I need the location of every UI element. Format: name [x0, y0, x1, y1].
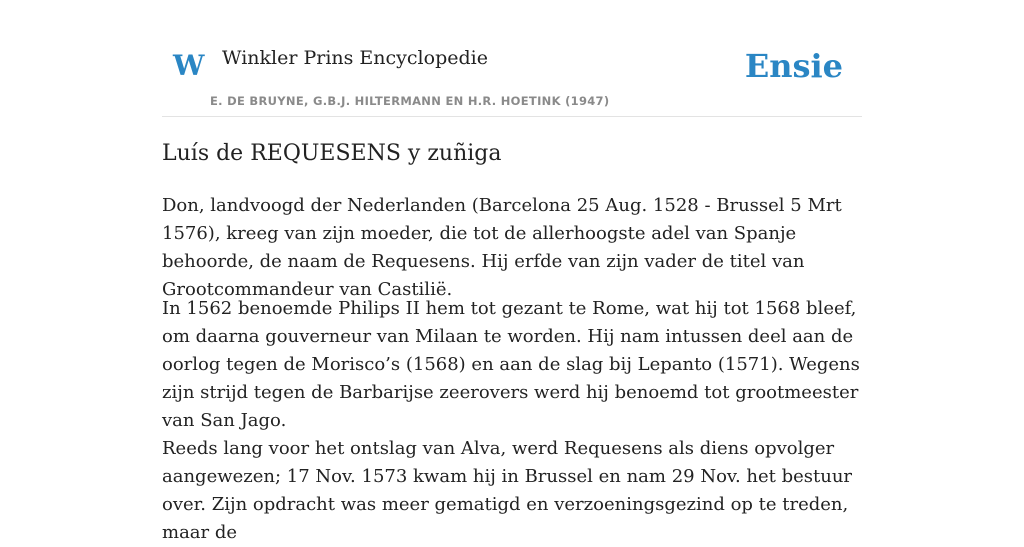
logo-w-icon[interactable]: W — [173, 49, 205, 82]
article-paragraph-3: Reeds lang voor het ontslag van Alva, werd Requesens als diens opvolger aangewezen; 17 Nov. 1573 kwam hij in Brussel en nam 29 Nov. het bestuur over. Zijn opdracht was meer gematigd en verzoeningsgezind op te treden, maar de — [162, 438, 853, 543]
authors-line: E. DE BRUYNE, G.B.J. HILTERMANN EN H.R. HOETINK (1947) — [210, 94, 610, 108]
article-paragraph-2: In 1562 benoemde Philips II hem tot gezant te Rome, wat hij tot 1568 bleef, om daarna gouverneur van Milaan te worden. Hij nam intussen deel aan de oorlog tegen de Morisco’s (1568) en aan de slag bij Lepanto (1571). Wegens zijn strijd tegen de Barbarijse zeerovers werd hij benoemd tot grootmeester van San Jago. — [162, 298, 860, 431]
article-title: Luís de REQUESENS y zuñiga — [162, 141, 502, 166]
site-title[interactable]: Winkler Prins Encyclopedie — [222, 47, 488, 69]
article-paragraph-1: Don, landvoogd der Nederlanden (Barcelona 25 Aug. 1528 - Brussel 5 Mrt 1576), kreeg van zijn moeder, die tot de allerhoogste adel van Spanje behoorde, de naam de Requesens. Hij erfde van zijn vader de titel van Grootcommandeur van Castilië. — [162, 195, 842, 300]
ensie-logo[interactable]: Ensie — [744, 47, 843, 85]
site-header — [162, 0, 862, 117]
